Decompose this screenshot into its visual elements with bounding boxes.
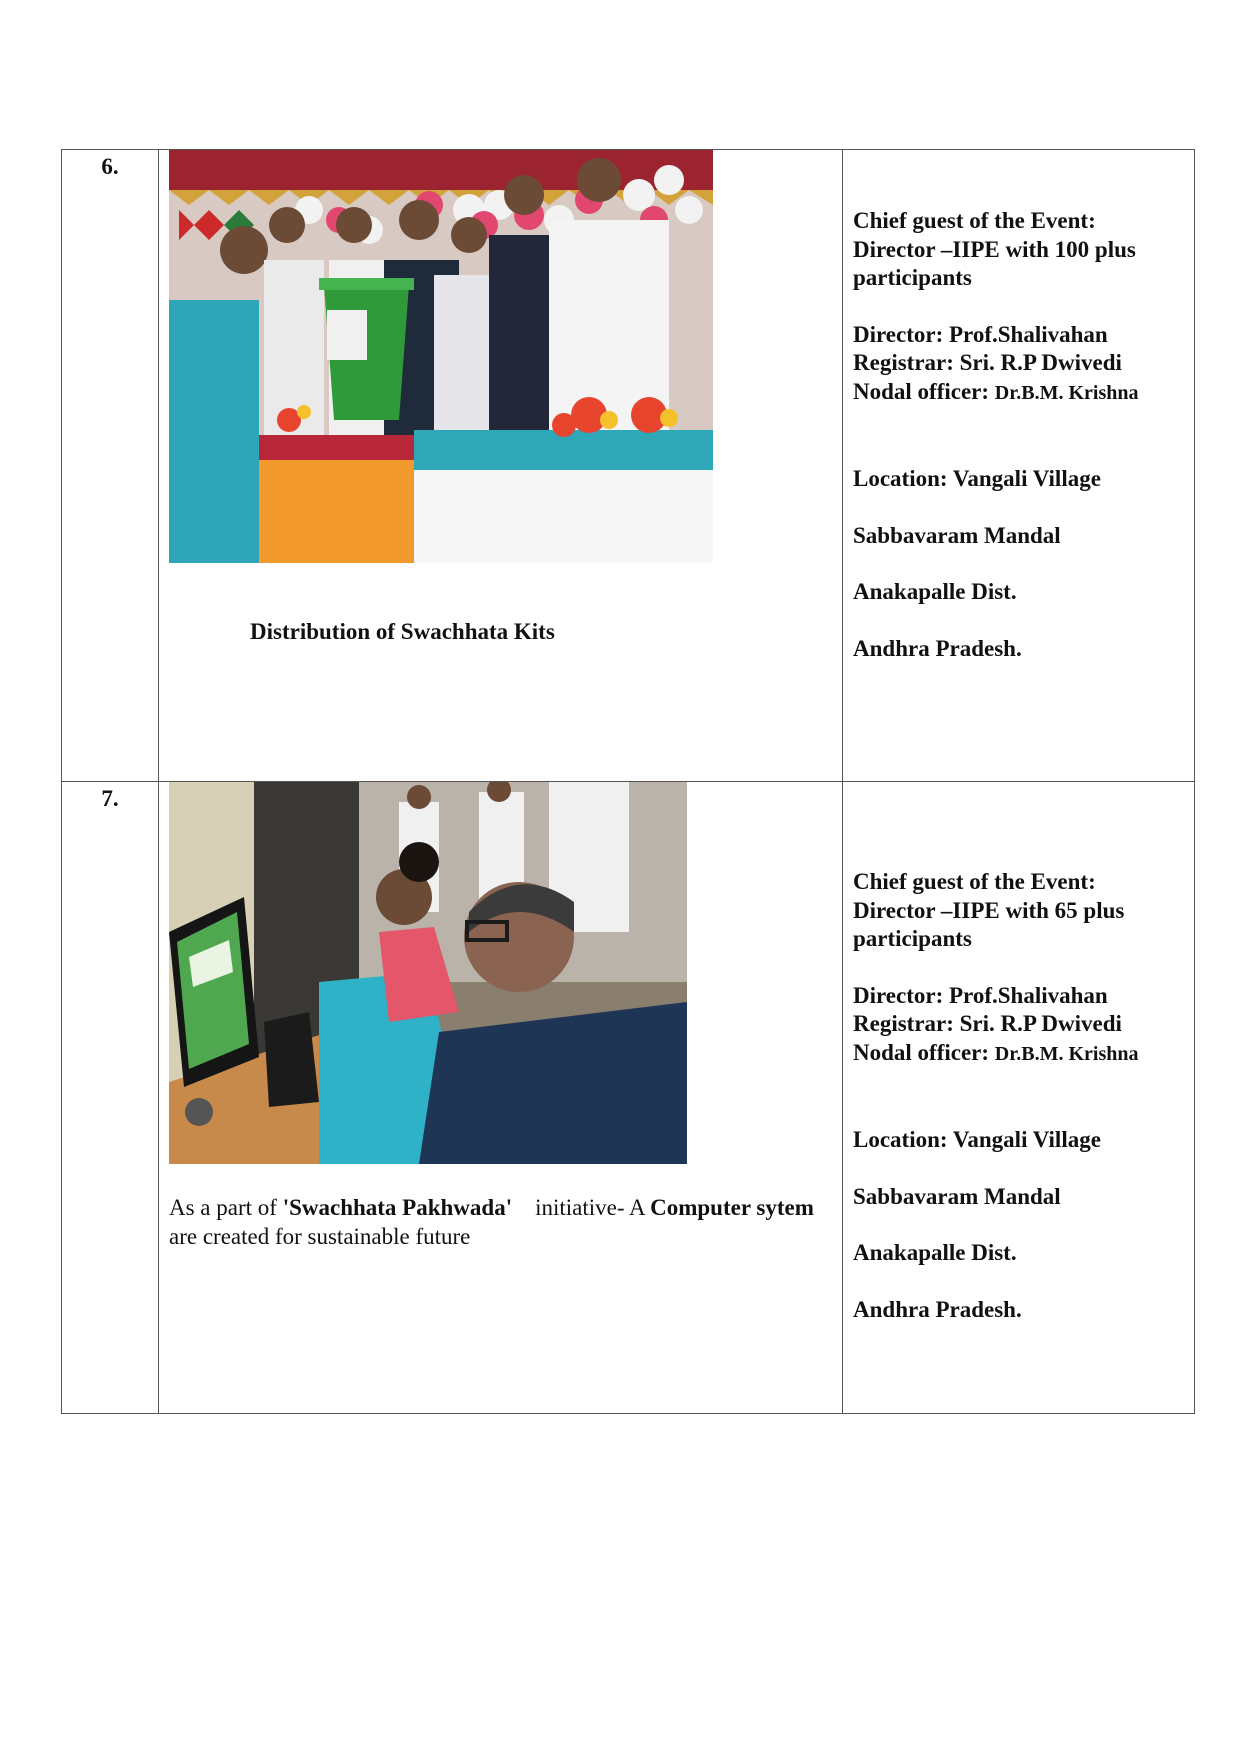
row-number: 7. <box>101 786 119 811</box>
registrar-line: Registrar: Sri. R.P Dwivedi <box>853 350 1122 375</box>
chief-guest-label: Chief guest of the Event: <box>853 208 1096 233</box>
location-line: Location: Vangali Village <box>853 1127 1101 1152</box>
chief-guest-line: Director –IIPE with 100 plus participants <box>853 236 1136 290</box>
caption-bold-text: 'Swachhata Pakhwada' <box>282 1195 513 1220</box>
event-info-cell <box>843 782 1195 1414</box>
event-info-cell <box>843 150 1195 782</box>
nodal-officer-label: Nodal officer: <box>853 378 995 404</box>
chief-guest-line: Director –IIPE with 65 plus participants <box>853 897 1125 951</box>
photo-caption: Distribution of Swachhata Kits <box>250 619 555 644</box>
district-line: Anakapalle Dist. <box>853 1240 1017 1265</box>
nodal-officer-label: Nodal officer: <box>853 1039 995 1065</box>
event-photo-kit-distribution <box>169 150 713 563</box>
photo-caption <box>169 1193 842 1251</box>
location-line: Location: Vangali Village <box>853 466 1101 491</box>
state-line: Andhra Pradesh. <box>853 635 1022 661</box>
photo-cell <box>159 150 843 782</box>
table-row <box>62 150 1195 782</box>
chief-guest-label: Chief guest of the Event: <box>853 869 1096 894</box>
state-line: Andhra Pradesh. <box>853 1296 1022 1322</box>
mandal-line: Sabbavaram Mandal <box>853 522 1061 548</box>
district-line: Anakapalle Dist. <box>853 579 1017 604</box>
caption-text: initiative- A <box>512 1195 651 1220</box>
event-photo-computer-system <box>169 782 687 1164</box>
registrar-line: Registrar: Sri. R.P Dwivedi <box>853 1011 1122 1036</box>
photo-cell <box>159 782 843 1414</box>
events-table <box>61 149 1195 1414</box>
table-row <box>62 782 1195 1414</box>
event-info <box>843 150 1194 663</box>
nodal-officer-line <box>853 1039 1194 1069</box>
caption-text: are created for sustainable future <box>169 1224 471 1249</box>
director-line: Director: Prof.Shalivahan <box>853 982 1108 1008</box>
nodal-officer-line <box>853 378 1194 408</box>
director-line: Director: Prof.Shalivahan <box>853 321 1108 347</box>
row-number: 6. <box>101 154 119 179</box>
event-info <box>843 782 1194 1324</box>
nodal-officer-name: Dr.B.M. Krishna <box>994 1042 1139 1065</box>
row-number-cell <box>62 782 159 1414</box>
row-number-cell <box>62 150 159 782</box>
caption-text: As a part of <box>169 1195 283 1220</box>
caption-bold-text: Computer sytem <box>650 1195 814 1220</box>
nodal-officer-name: Dr.B.M. Krishna <box>994 381 1139 404</box>
mandal-line: Sabbavaram Mandal <box>853 1183 1061 1209</box>
